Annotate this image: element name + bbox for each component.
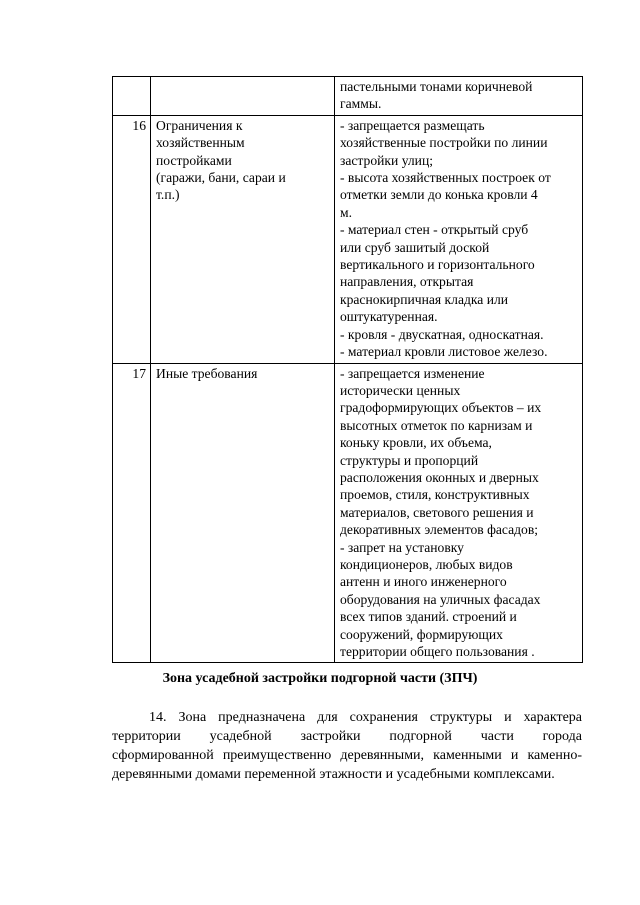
parameter-name-line: т.п.) (156, 187, 180, 203)
parameter-name-line: хозяйственным (156, 135, 245, 151)
requirement-text-line: - высота хозяйственных построек от (340, 170, 551, 186)
requirement-text-cell (335, 77, 583, 116)
requirement-text-line: - запрещается изменение (340, 365, 485, 381)
parameter-name-line: постройками (156, 152, 232, 168)
requirement-text-line: высотных отметок по карнизам и (340, 417, 533, 433)
requirement-text-line: исторически ценных (340, 382, 461, 398)
requirement-text-cell (335, 363, 583, 663)
requirement-text-line: - материал кровли листовое железо. (340, 344, 548, 360)
requirement-text-line: материалов, светового решения и (340, 504, 534, 520)
parameter-name-cell (151, 77, 335, 116)
requirement-text-line: проемов, стиля, конструктивных (340, 487, 530, 503)
row-number-cell (113, 77, 151, 116)
requirement-text-line: - запрет на установку (340, 539, 464, 555)
paragraph-line: территории усадебной застройки подгорной части города (112, 729, 582, 744)
requirement-text-line: кондиционеров, любых видов (340, 556, 513, 572)
table-row (113, 363, 583, 663)
parameter-name-cell (151, 363, 335, 663)
requirement-text-line: - запрещается размещать (340, 117, 485, 133)
requirement-text-line: застройки улиц; (340, 152, 433, 168)
row-number-cell: 17 (113, 363, 151, 663)
requirement-text-line: пастельными тонами коричневой (340, 79, 533, 94)
table-row (113, 115, 583, 363)
requirement-text-line: всех типов зданий. строений и (340, 609, 517, 625)
parameter-name-line: Ограничения к (156, 117, 243, 133)
section-heading: Зона усадебной застройки подгорной части (ЗПЧ) (162, 671, 478, 686)
paragraph-line: 14. Зона предназначена для сохранения структуры и характера (149, 710, 582, 725)
requirement-text-cell (335, 115, 583, 363)
requirement-text-line: хозяйственные постройки по линии (340, 135, 548, 151)
requirement-text-line: расположения оконных и дверных (340, 469, 539, 485)
requirement-text-line: направления, открытая (340, 274, 474, 290)
requirement-text-line: вертикального и горизонтального (340, 257, 535, 273)
requirement-text-line: коньку кровли, их объема, (340, 435, 492, 451)
requirement-text-line: отметки земли до конька кровли 4 (340, 187, 538, 203)
requirement-text-line: декоративных элементов фасадов; (340, 522, 539, 538)
requirement-text-line: оборудования на уличных фасадах (340, 591, 541, 607)
requirement-text-line: или сруб зашитый доской (340, 239, 490, 255)
requirement-text-line: сооружений, формирующих (340, 626, 503, 642)
table-row (113, 77, 583, 116)
requirement-text-line: антенн и иного инженерного (340, 574, 507, 590)
requirement-text-line: - материал стен - открытый сруб (340, 222, 529, 238)
requirement-text-line: оштукатуренная. (340, 309, 438, 325)
paragraph-line: сформированной преимущественно деревянными, каменными и каменно- (112, 748, 582, 763)
requirements-table (112, 76, 583, 663)
requirement-text-line: структуры и пропорций (340, 452, 479, 468)
requirement-text-line: градоформирующих объектов – их (340, 400, 542, 416)
requirement-text-line: территории общего пользования . (340, 644, 535, 659)
requirement-text-line: - кровля - двускатная, односкатная. (340, 326, 544, 342)
parameter-name-line: (гаражи, бани, сараи и (156, 170, 286, 186)
zone-description-paragraph (112, 708, 582, 784)
requirement-text-line: краснокирпичная кладка или (340, 291, 509, 307)
parameter-name-cell (151, 115, 335, 363)
paragraph-line: деревянными домами переменной этажности и усадебными комплексами. (112, 767, 555, 782)
requirement-text-line: м. (340, 204, 353, 220)
row-number-cell: 16 (113, 115, 151, 363)
requirement-text-line: гаммы. (340, 96, 382, 112)
requirements-table-body (113, 77, 583, 663)
parameter-name-line: Иные требования (156, 365, 258, 381)
